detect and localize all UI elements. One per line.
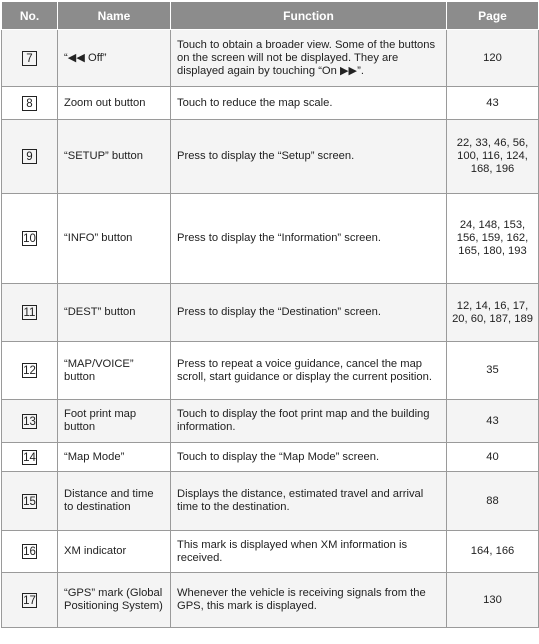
table-row: [2, 531, 539, 573]
row-number-badge: 11: [23, 307, 36, 319]
row-name: “◀◀ Off”: [58, 30, 171, 87]
row-number-badge: 14: [23, 451, 36, 464]
row-name: “MAP/VOICE” button: [58, 342, 171, 400]
row-page: 164, 166: [447, 531, 539, 573]
table-row: [2, 400, 539, 443]
row-page: 130: [447, 573, 539, 628]
row-number-badge: 7: [22, 51, 37, 66]
row-function: Press to display the “Information” screen.: [171, 194, 447, 284]
row-function: Press to display the “Setup” screen.: [171, 120, 447, 194]
row-page: 12, 14, 16, 17, 20, 60, 187, 189: [447, 284, 539, 342]
header-name: Name: [58, 2, 171, 30]
row-function: Touch to display the “Map Mode” screen.: [171, 443, 447, 472]
reference-table: [1, 1, 539, 628]
row-name: “INFO” button: [58, 194, 171, 284]
row-number-badge: 15: [23, 495, 36, 508]
row-page: 24, 148, 153, 156, 159, 162, 165, 180, 193: [447, 194, 539, 284]
row-page: 35: [447, 342, 539, 400]
row-page: 43: [447, 400, 539, 443]
row-name: Distance and time to destination: [58, 472, 171, 531]
row-page: 120: [447, 30, 539, 87]
row-name: Foot print map button: [58, 400, 171, 443]
row-number-badge: 12: [23, 365, 36, 377]
row-page: 43: [447, 87, 539, 120]
row-function: Press to display the “Destination” screen.: [171, 284, 447, 342]
header-function: Function: [171, 2, 447, 30]
table-row: [2, 284, 539, 342]
row-number-badge: 8: [22, 96, 37, 111]
row-function: Touch to reduce the map scale.: [171, 87, 447, 120]
row-number-badge: 16: [23, 546, 36, 558]
table-row: [2, 194, 539, 284]
header-row: [2, 2, 539, 30]
row-function: Touch to display the foot print map and the building information.: [171, 400, 447, 443]
row-number-badge: 13: [23, 415, 36, 428]
table-row: [2, 472, 539, 531]
table-row: [2, 573, 539, 628]
table-row: [2, 443, 539, 472]
row-page: 22, 33, 46, 56, 100, 116, 124, 168, 196: [447, 120, 539, 194]
row-name: “DEST” button: [58, 284, 171, 342]
row-number-badge: 9: [22, 149, 37, 164]
row-number-badge: 10: [23, 233, 36, 245]
row-name: XM indicator: [58, 531, 171, 573]
row-name: “GPS” mark (Global Positioning System): [58, 573, 171, 628]
table-row: [2, 342, 539, 400]
row-page: 40: [447, 443, 539, 472]
header-no: No.: [2, 2, 58, 30]
row-name: “Map Mode”: [58, 443, 171, 472]
row-function: Whenever the vehicle is receiving signals from the GPS, this mark is displayed.: [171, 573, 447, 628]
table-row: [2, 30, 539, 87]
row-function: Press to repeat a voice guidance, cancel the map scroll, start guidance or display the current position.: [171, 342, 447, 400]
row-number-badge: 17: [23, 594, 36, 607]
table-row: [2, 120, 539, 194]
row-name: “SETUP” button: [58, 120, 171, 194]
row-name: Zoom out button: [58, 87, 171, 120]
row-function: Touch to obtain a broader view. Some of the buttons on the screen will not be displayed. They are displayed again by touching “On ▶▶”.: [171, 30, 447, 87]
row-function: Displays the distance, estimated travel and arrival time to the destination.: [171, 472, 447, 531]
header-page: Page: [447, 2, 539, 30]
row-function: This mark is displayed when XM information is received.: [171, 531, 447, 573]
table-row: [2, 87, 539, 120]
row-page: 88: [447, 472, 539, 531]
